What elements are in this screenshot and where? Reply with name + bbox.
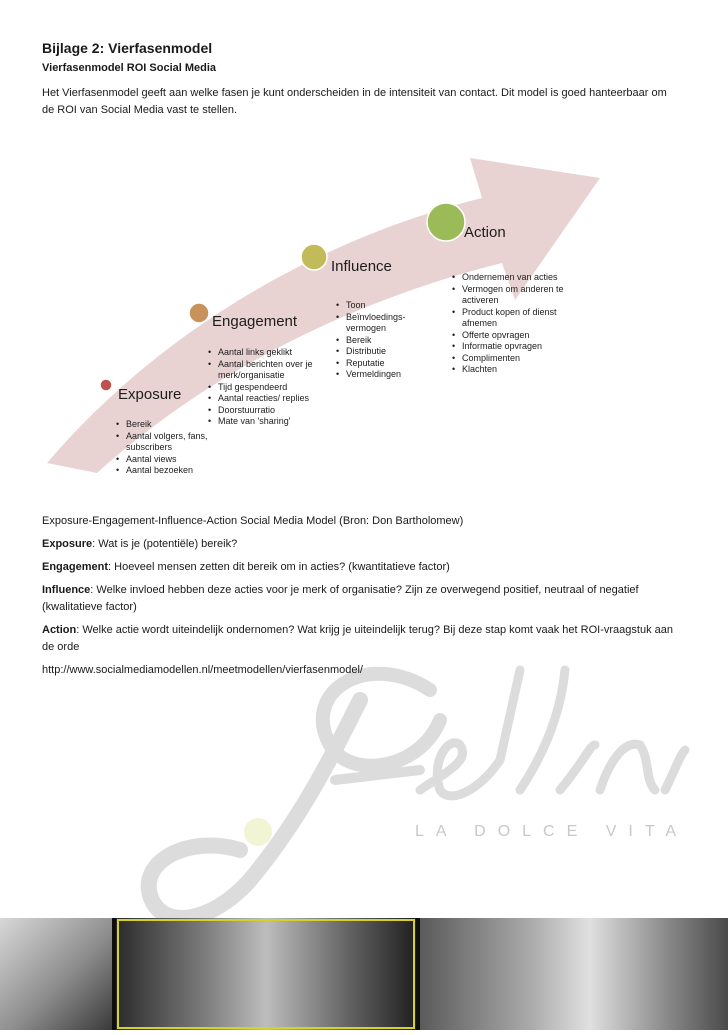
- stage-title-influence: Influence: [331, 258, 392, 275]
- definition-term: Action: [42, 624, 77, 636]
- definition-term: Exposure: [42, 538, 93, 550]
- stage-bullets-engagement: [208, 347, 318, 428]
- bullet-item: • Toon: [336, 300, 426, 312]
- bullet-item: • Bereik: [336, 335, 426, 347]
- bullet-item: • Reputatie: [336, 358, 426, 370]
- definition-text: : Welke invloed hebben deze acties voor je merk of organisatie? Zijn ze overwegend positief, neutraal of negatief (kwalitatieve factor): [42, 584, 639, 613]
- bullet-item: • Vermeldingen: [336, 369, 426, 381]
- stage-title-engagement: Engagement: [212, 313, 298, 330]
- intro-paragraph: Het Vierfasenmodel geeft aan welke fasen je kunt onderscheiden in de intensiteit van contact. Dit model is goed hanteerbaar om de ROI van Social Media vast te stellen.: [42, 87, 667, 116]
- definition-text: : Hoeveel mensen zetten dit bereik om in acties? (kwantitatieve factor): [108, 561, 450, 573]
- definition-text: : Wat is je (potentiële) bereik?: [92, 538, 238, 550]
- engagement-dot: [189, 303, 209, 323]
- bullet-item: • Tijd gespendeerd: [208, 382, 318, 394]
- definition-term: Influence: [42, 584, 91, 596]
- stage-title-action: Action: [464, 224, 506, 241]
- bullet-item: • Complimenten: [452, 353, 577, 365]
- bullet-item: • Informatie opvragen: [452, 341, 577, 353]
- bullet-item: • Mate van 'sharing': [208, 416, 318, 428]
- bullet-item: • Offerte opvragen: [452, 330, 577, 342]
- bullet-item: • Beïnvloedings- vermogen: [336, 312, 426, 335]
- bullet-item: • Ondernemen van acties: [452, 272, 577, 284]
- stage-bullets-action: [452, 272, 577, 376]
- stage-bullets-influence: [336, 300, 426, 381]
- definition-action: [42, 622, 682, 656]
- exposure-dot: [100, 379, 112, 391]
- bullet-item: • Aantal links geklikt: [208, 347, 318, 359]
- definition-exposure: [42, 536, 682, 553]
- model-caption: Exposure-Engagement-Influence-Action Social Media Model (Bron: Don Bartholomew): [42, 515, 464, 527]
- page-title: Bijlage 2: Vierfasenmodel: [42, 40, 213, 56]
- photo-woman-smiling: [0, 918, 112, 1030]
- bullet-item: • Aantal bezoeken: [116, 465, 226, 477]
- definition-influence: [42, 582, 682, 616]
- bullet-item: • Distributie: [336, 346, 426, 358]
- bullet-item: • Klachten: [452, 364, 577, 376]
- definition-term: Engagement: [42, 561, 109, 573]
- action-dot: [427, 203, 465, 241]
- bullet-item: • Doorstuurratio: [208, 405, 318, 417]
- bullet-item: • Product kopen of dienst afnemen: [452, 307, 577, 330]
- watermark-tagline: LA DOLCE VITA: [415, 823, 689, 840]
- bullet-item: • Vermogen om anderen te activeren: [452, 284, 577, 307]
- influence-dot: [301, 244, 327, 270]
- bullet-item: • Aantal reacties/ replies: [208, 393, 318, 405]
- definition-text: : Welke actie wordt uiteindelijk ondernomen? Wat krijg je uiteindelijk terug? Bij deze stap komt vaak het ROI-vraagstuk aan de orde: [42, 624, 673, 653]
- photo-group-hug: [116, 918, 416, 1030]
- definition-engagement: [42, 559, 682, 576]
- page-subtitle: Vierfasenmodel ROI Social Media: [42, 62, 217, 74]
- stage-title-exposure: Exposure: [118, 386, 182, 403]
- stage-bullets-exposure: [116, 419, 226, 477]
- bullet-item: • Bereik: [116, 419, 226, 431]
- photo-strip: [0, 918, 728, 1030]
- source-link[interactable]: http://www.socialmediamodellen.nl/meetmodellen/vierfasenmodel/: [42, 664, 363, 676]
- bullet-item: • Aantal volgers, fans, subscribers: [116, 431, 226, 454]
- bullet-item: • Aantal berichten over je merk/organisatie: [208, 359, 318, 382]
- four-phase-model-diagram: [42, 128, 692, 508]
- photo-people-laughing: [420, 918, 728, 1030]
- bullet-item: • Aantal views: [116, 454, 226, 466]
